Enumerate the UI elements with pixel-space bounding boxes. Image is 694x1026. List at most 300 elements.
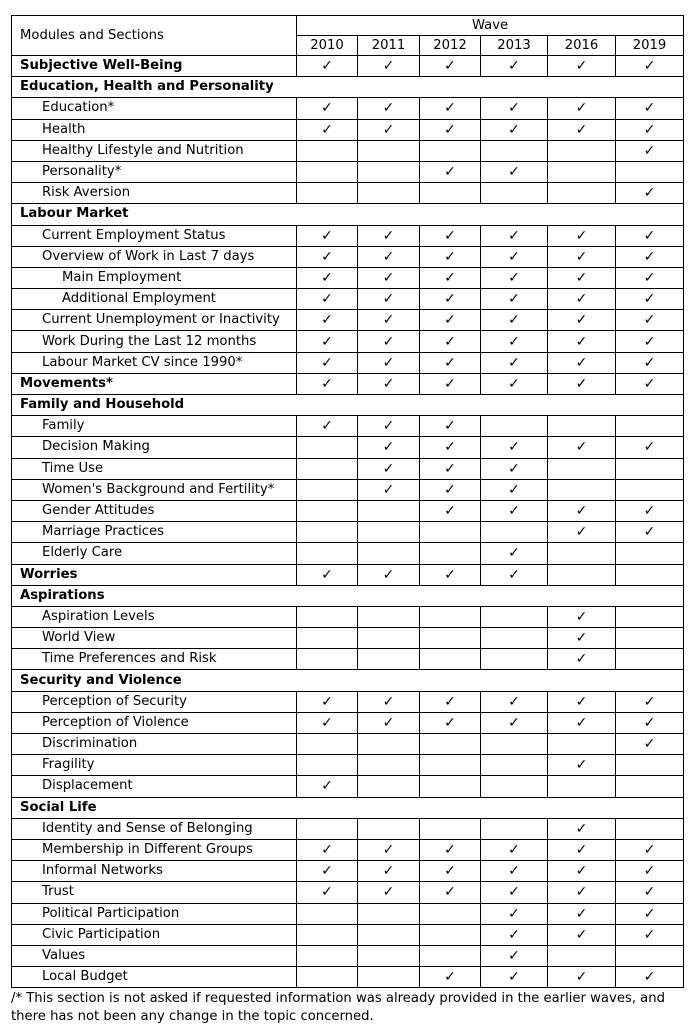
- check-mark: ✓: [481, 500, 548, 521]
- table-row: [12, 797, 684, 818]
- row-label: Subjective Well-Being: [12, 56, 297, 77]
- check-mark: ✓: [481, 479, 548, 500]
- check-mark: ✓: [420, 119, 481, 140]
- check-mark: ✓: [297, 839, 358, 860]
- table-row: [12, 628, 684, 649]
- empty-cell: [548, 776, 616, 797]
- check-mark: ✓: [548, 437, 616, 458]
- row-label: Displacement: [12, 776, 297, 797]
- section-header-label: Security and Violence: [12, 670, 684, 691]
- table-row: [12, 77, 684, 98]
- check-mark: ✓: [616, 924, 684, 945]
- empty-cell: [548, 458, 616, 479]
- empty-cell: [358, 140, 420, 161]
- section-header-label: Labour Market: [12, 204, 684, 225]
- check-mark: ✓: [297, 712, 358, 733]
- check-mark: ✓: [420, 861, 481, 882]
- check-mark: ✓: [548, 289, 616, 310]
- check-mark: ✓: [616, 140, 684, 161]
- row-label: Women's Background and Fertility*: [12, 479, 297, 500]
- table-row: [12, 839, 684, 860]
- check-mark: ✓: [616, 734, 684, 755]
- check-mark: ✓: [297, 691, 358, 712]
- check-mark: ✓: [481, 246, 548, 267]
- empty-cell: [548, 734, 616, 755]
- empty-cell: [420, 755, 481, 776]
- table-row: [12, 204, 684, 225]
- modules-table: [11, 15, 684, 988]
- check-mark: ✓: [358, 310, 420, 331]
- check-mark: ✓: [616, 967, 684, 988]
- table-row: [12, 119, 684, 140]
- check-mark: ✓: [481, 945, 548, 966]
- check-mark: ✓: [616, 437, 684, 458]
- check-mark: ✓: [420, 500, 481, 521]
- row-label: Labour Market CV since 1990*: [12, 352, 297, 373]
- empty-cell: [297, 458, 358, 479]
- check-mark: ✓: [420, 882, 481, 903]
- empty-cell: [358, 903, 420, 924]
- empty-cell: [548, 479, 616, 500]
- empty-cell: [420, 776, 481, 797]
- empty-cell: [358, 755, 420, 776]
- table-row: [12, 712, 684, 733]
- check-mark: ✓: [358, 437, 420, 458]
- empty-cell: [420, 734, 481, 755]
- empty-cell: [358, 967, 420, 988]
- empty-cell: [420, 924, 481, 945]
- check-mark: ✓: [297, 882, 358, 903]
- empty-cell: [616, 564, 684, 585]
- empty-cell: [616, 606, 684, 627]
- check-mark: ✓: [616, 373, 684, 394]
- table-row: [12, 564, 684, 585]
- check-mark: ✓: [548, 119, 616, 140]
- year-header-2012: 2012: [420, 36, 481, 56]
- check-mark: ✓: [481, 437, 548, 458]
- empty-cell: [297, 183, 358, 204]
- table-row: [12, 522, 684, 543]
- check-mark: ✓: [548, 225, 616, 246]
- table-row: [12, 691, 684, 712]
- check-mark: ✓: [481, 882, 548, 903]
- check-mark: ✓: [420, 712, 481, 733]
- check-mark: ✓: [481, 161, 548, 182]
- check-mark: ✓: [358, 56, 420, 77]
- check-mark: ✓: [297, 56, 358, 77]
- empty-cell: [420, 543, 481, 564]
- check-mark: ✓: [481, 564, 548, 585]
- row-label: Additional Employment: [12, 289, 297, 310]
- empty-cell: [420, 628, 481, 649]
- check-mark: ✓: [548, 839, 616, 860]
- check-mark: ✓: [297, 267, 358, 288]
- empty-cell: [420, 818, 481, 839]
- check-mark: ✓: [481, 56, 548, 77]
- check-mark: ✓: [358, 289, 420, 310]
- table-row: [12, 924, 684, 945]
- row-label: Elderly Care: [12, 543, 297, 564]
- year-header-2013: 2013: [481, 36, 548, 56]
- empty-cell: [358, 543, 420, 564]
- check-mark: ✓: [297, 289, 358, 310]
- empty-cell: [616, 945, 684, 966]
- table-row: [12, 161, 684, 182]
- check-mark: ✓: [548, 352, 616, 373]
- row-label: Risk Aversion: [12, 183, 297, 204]
- table-row: [12, 140, 684, 161]
- check-mark: ✓: [616, 289, 684, 310]
- table-row: [12, 479, 684, 500]
- check-mark: ✓: [616, 246, 684, 267]
- check-mark: ✓: [481, 712, 548, 733]
- table-row: [12, 416, 684, 437]
- empty-cell: [358, 500, 420, 521]
- check-mark: ✓: [616, 861, 684, 882]
- table-row: [12, 882, 684, 903]
- check-mark: ✓: [548, 691, 616, 712]
- empty-cell: [297, 437, 358, 458]
- check-mark: ✓: [616, 522, 684, 543]
- check-mark: ✓: [358, 352, 420, 373]
- check-mark: ✓: [481, 225, 548, 246]
- check-mark: ✓: [481, 373, 548, 394]
- check-mark: ✓: [548, 924, 616, 945]
- empty-cell: [481, 140, 548, 161]
- modules-sheet: [11, 15, 683, 1026]
- section-header-label: Aspirations: [12, 585, 684, 606]
- empty-cell: [548, 543, 616, 564]
- empty-cell: [420, 522, 481, 543]
- table-row: [12, 734, 684, 755]
- row-label: Personality*: [12, 161, 297, 182]
- empty-cell: [481, 755, 548, 776]
- empty-cell: [420, 945, 481, 966]
- check-mark: ✓: [420, 310, 481, 331]
- row-label: Civic Participation: [12, 924, 297, 945]
- check-mark: ✓: [548, 818, 616, 839]
- row-label: Local Budget: [12, 967, 297, 988]
- empty-cell: [297, 500, 358, 521]
- row-label: Worries: [12, 564, 297, 585]
- year-header-2011: 2011: [358, 36, 420, 56]
- check-mark: ✓: [358, 246, 420, 267]
- table-row: [12, 585, 684, 606]
- check-mark: ✓: [548, 98, 616, 119]
- row-label: Current Unemployment or Inactivity: [12, 310, 297, 331]
- check-mark: ✓: [481, 352, 548, 373]
- check-mark: ✓: [297, 310, 358, 331]
- check-mark: ✓: [616, 225, 684, 246]
- empty-cell: [297, 945, 358, 966]
- empty-cell: [358, 161, 420, 182]
- check-mark: ✓: [297, 225, 358, 246]
- modules-sections-header: Modules and Sections: [12, 16, 297, 56]
- empty-cell: [481, 734, 548, 755]
- row-label: Work During the Last 12 months: [12, 331, 297, 352]
- empty-cell: [297, 543, 358, 564]
- check-mark: ✓: [420, 161, 481, 182]
- empty-cell: [481, 606, 548, 627]
- check-mark: ✓: [616, 56, 684, 77]
- row-label: Time Use: [12, 458, 297, 479]
- empty-cell: [616, 755, 684, 776]
- empty-cell: [297, 606, 358, 627]
- check-mark: ✓: [548, 606, 616, 627]
- row-label: Identity and Sense of Belonging: [12, 818, 297, 839]
- table-row: [12, 543, 684, 564]
- table-row: [12, 331, 684, 352]
- table-row: [12, 670, 684, 691]
- check-mark: ✓: [481, 543, 548, 564]
- check-mark: ✓: [358, 267, 420, 288]
- check-mark: ✓: [616, 183, 684, 204]
- check-mark: ✓: [481, 924, 548, 945]
- check-mark: ✓: [548, 649, 616, 670]
- empty-cell: [297, 903, 358, 924]
- empty-cell: [358, 945, 420, 966]
- empty-cell: [297, 734, 358, 755]
- check-mark: ✓: [616, 712, 684, 733]
- check-mark: ✓: [420, 352, 481, 373]
- check-mark: ✓: [481, 691, 548, 712]
- empty-cell: [297, 522, 358, 543]
- empty-cell: [297, 649, 358, 670]
- check-mark: ✓: [358, 839, 420, 860]
- check-mark: ✓: [616, 331, 684, 352]
- empty-cell: [358, 606, 420, 627]
- check-mark: ✓: [420, 267, 481, 288]
- table-row: [12, 352, 684, 373]
- table-row: [12, 903, 684, 924]
- check-mark: ✓: [548, 500, 616, 521]
- row-label: Healthy Lifestyle and Nutrition: [12, 140, 297, 161]
- row-label: Decision Making: [12, 437, 297, 458]
- check-mark: ✓: [481, 310, 548, 331]
- check-mark: ✓: [420, 967, 481, 988]
- table-header: [12, 16, 684, 56]
- check-mark: ✓: [548, 267, 616, 288]
- table-row: [12, 56, 684, 77]
- row-label: Gender Attitudes: [12, 500, 297, 521]
- empty-cell: [358, 649, 420, 670]
- check-mark: ✓: [358, 861, 420, 882]
- row-label: Trust: [12, 882, 297, 903]
- check-mark: ✓: [420, 225, 481, 246]
- row-label: Membership in Different Groups: [12, 839, 297, 860]
- check-mark: ✓: [358, 479, 420, 500]
- table-row: [12, 225, 684, 246]
- check-mark: ✓: [481, 98, 548, 119]
- check-mark: ✓: [358, 416, 420, 437]
- table-row: [12, 437, 684, 458]
- empty-cell: [420, 606, 481, 627]
- check-mark: ✓: [481, 267, 548, 288]
- row-label: Marriage Practices: [12, 522, 297, 543]
- empty-cell: [297, 628, 358, 649]
- row-label: Family: [12, 416, 297, 437]
- check-mark: ✓: [616, 119, 684, 140]
- table-row: [12, 310, 684, 331]
- empty-cell: [481, 818, 548, 839]
- empty-cell: [358, 924, 420, 945]
- table-row: [12, 458, 684, 479]
- check-mark: ✓: [548, 522, 616, 543]
- check-mark: ✓: [481, 903, 548, 924]
- row-label: Perception of Security: [12, 691, 297, 712]
- check-mark: ✓: [297, 776, 358, 797]
- check-mark: ✓: [420, 479, 481, 500]
- empty-cell: [297, 818, 358, 839]
- check-mark: ✓: [616, 352, 684, 373]
- check-mark: ✓: [358, 373, 420, 394]
- check-mark: ✓: [420, 373, 481, 394]
- check-mark: ✓: [548, 861, 616, 882]
- empty-cell: [616, 818, 684, 839]
- check-mark: ✓: [616, 98, 684, 119]
- check-mark: ✓: [297, 331, 358, 352]
- section-header-label: Education, Health and Personality: [12, 77, 684, 98]
- check-mark: ✓: [548, 903, 616, 924]
- check-mark: ✓: [358, 564, 420, 585]
- empty-cell: [616, 543, 684, 564]
- empty-cell: [358, 183, 420, 204]
- empty-cell: [358, 628, 420, 649]
- table-row: [12, 183, 684, 204]
- empty-cell: [420, 183, 481, 204]
- check-mark: ✓: [481, 289, 548, 310]
- year-header-2019: 2019: [616, 36, 684, 56]
- check-mark: ✓: [358, 225, 420, 246]
- empty-cell: [297, 967, 358, 988]
- check-mark: ✓: [420, 331, 481, 352]
- row-label: World View: [12, 628, 297, 649]
- table-row: [12, 395, 684, 416]
- check-mark: ✓: [420, 246, 481, 267]
- check-mark: ✓: [297, 352, 358, 373]
- row-label: Time Preferences and Risk: [12, 649, 297, 670]
- check-mark: ✓: [548, 712, 616, 733]
- table-row: [12, 945, 684, 966]
- empty-cell: [297, 479, 358, 500]
- empty-cell: [481, 522, 548, 543]
- empty-cell: [616, 479, 684, 500]
- check-mark: ✓: [548, 882, 616, 903]
- table-row: [12, 98, 684, 119]
- row-label: Perception of Violence: [12, 712, 297, 733]
- check-mark: ✓: [548, 967, 616, 988]
- check-mark: ✓: [616, 310, 684, 331]
- table-row: [12, 246, 684, 267]
- check-mark: ✓: [358, 119, 420, 140]
- empty-cell: [420, 140, 481, 161]
- row-label: Discrimination: [12, 734, 297, 755]
- empty-cell: [297, 161, 358, 182]
- empty-cell: [420, 903, 481, 924]
- empty-cell: [616, 161, 684, 182]
- table-row: [12, 267, 684, 288]
- check-mark: ✓: [358, 331, 420, 352]
- check-mark: ✓: [616, 882, 684, 903]
- table-row: [12, 861, 684, 882]
- check-mark: ✓: [481, 861, 548, 882]
- check-mark: ✓: [548, 331, 616, 352]
- check-mark: ✓: [616, 691, 684, 712]
- check-mark: ✓: [420, 691, 481, 712]
- check-mark: ✓: [420, 839, 481, 860]
- table-row: [12, 755, 684, 776]
- empty-cell: [548, 161, 616, 182]
- check-mark: ✓: [297, 373, 358, 394]
- footnote: /* This section is not asked if requested information was already provided in the earlier waves, and there has not been any change in the topic concerned.: [11, 991, 665, 1025]
- check-mark: ✓: [616, 267, 684, 288]
- check-mark: ✓: [481, 839, 548, 860]
- empty-cell: [358, 776, 420, 797]
- empty-cell: [616, 776, 684, 797]
- row-label: Health: [12, 119, 297, 140]
- check-mark: ✓: [548, 310, 616, 331]
- check-mark: ✓: [616, 500, 684, 521]
- empty-cell: [297, 755, 358, 776]
- check-mark: ✓: [297, 119, 358, 140]
- row-label: Informal Networks: [12, 861, 297, 882]
- empty-cell: [297, 924, 358, 945]
- row-label: Education*: [12, 98, 297, 119]
- wave-header: Wave: [297, 16, 684, 36]
- row-label: Values: [12, 945, 297, 966]
- check-mark: ✓: [358, 691, 420, 712]
- empty-cell: [548, 416, 616, 437]
- row-label: Political Participation: [12, 903, 297, 924]
- check-mark: ✓: [358, 458, 420, 479]
- check-mark: ✓: [297, 861, 358, 882]
- table-row: [12, 500, 684, 521]
- empty-cell: [548, 140, 616, 161]
- empty-cell: [481, 628, 548, 649]
- check-mark: ✓: [358, 98, 420, 119]
- empty-cell: [297, 140, 358, 161]
- check-mark: ✓: [297, 416, 358, 437]
- check-mark: ✓: [297, 246, 358, 267]
- row-label: Main Employment: [12, 267, 297, 288]
- check-mark: ✓: [420, 437, 481, 458]
- check-mark: ✓: [297, 98, 358, 119]
- check-mark: ✓: [481, 119, 548, 140]
- empty-cell: [548, 183, 616, 204]
- empty-cell: [358, 522, 420, 543]
- empty-cell: [548, 564, 616, 585]
- check-mark: ✓: [548, 56, 616, 77]
- check-mark: ✓: [548, 246, 616, 267]
- check-mark: ✓: [420, 56, 481, 77]
- check-mark: ✓: [616, 839, 684, 860]
- empty-cell: [420, 649, 481, 670]
- table-row: [12, 776, 684, 797]
- empty-cell: [481, 649, 548, 670]
- check-mark: ✓: [420, 289, 481, 310]
- row-label: Current Employment Status: [12, 225, 297, 246]
- empty-cell: [358, 818, 420, 839]
- row-label: Overview of Work in Last 7 days: [12, 246, 297, 267]
- table-row: [12, 967, 684, 988]
- check-mark: ✓: [548, 628, 616, 649]
- section-header-label: Social Life: [12, 797, 684, 818]
- empty-cell: [481, 416, 548, 437]
- row-label: Movements*: [12, 373, 297, 394]
- year-header-2016: 2016: [548, 36, 616, 56]
- empty-cell: [616, 458, 684, 479]
- row-label: Aspiration Levels: [12, 606, 297, 627]
